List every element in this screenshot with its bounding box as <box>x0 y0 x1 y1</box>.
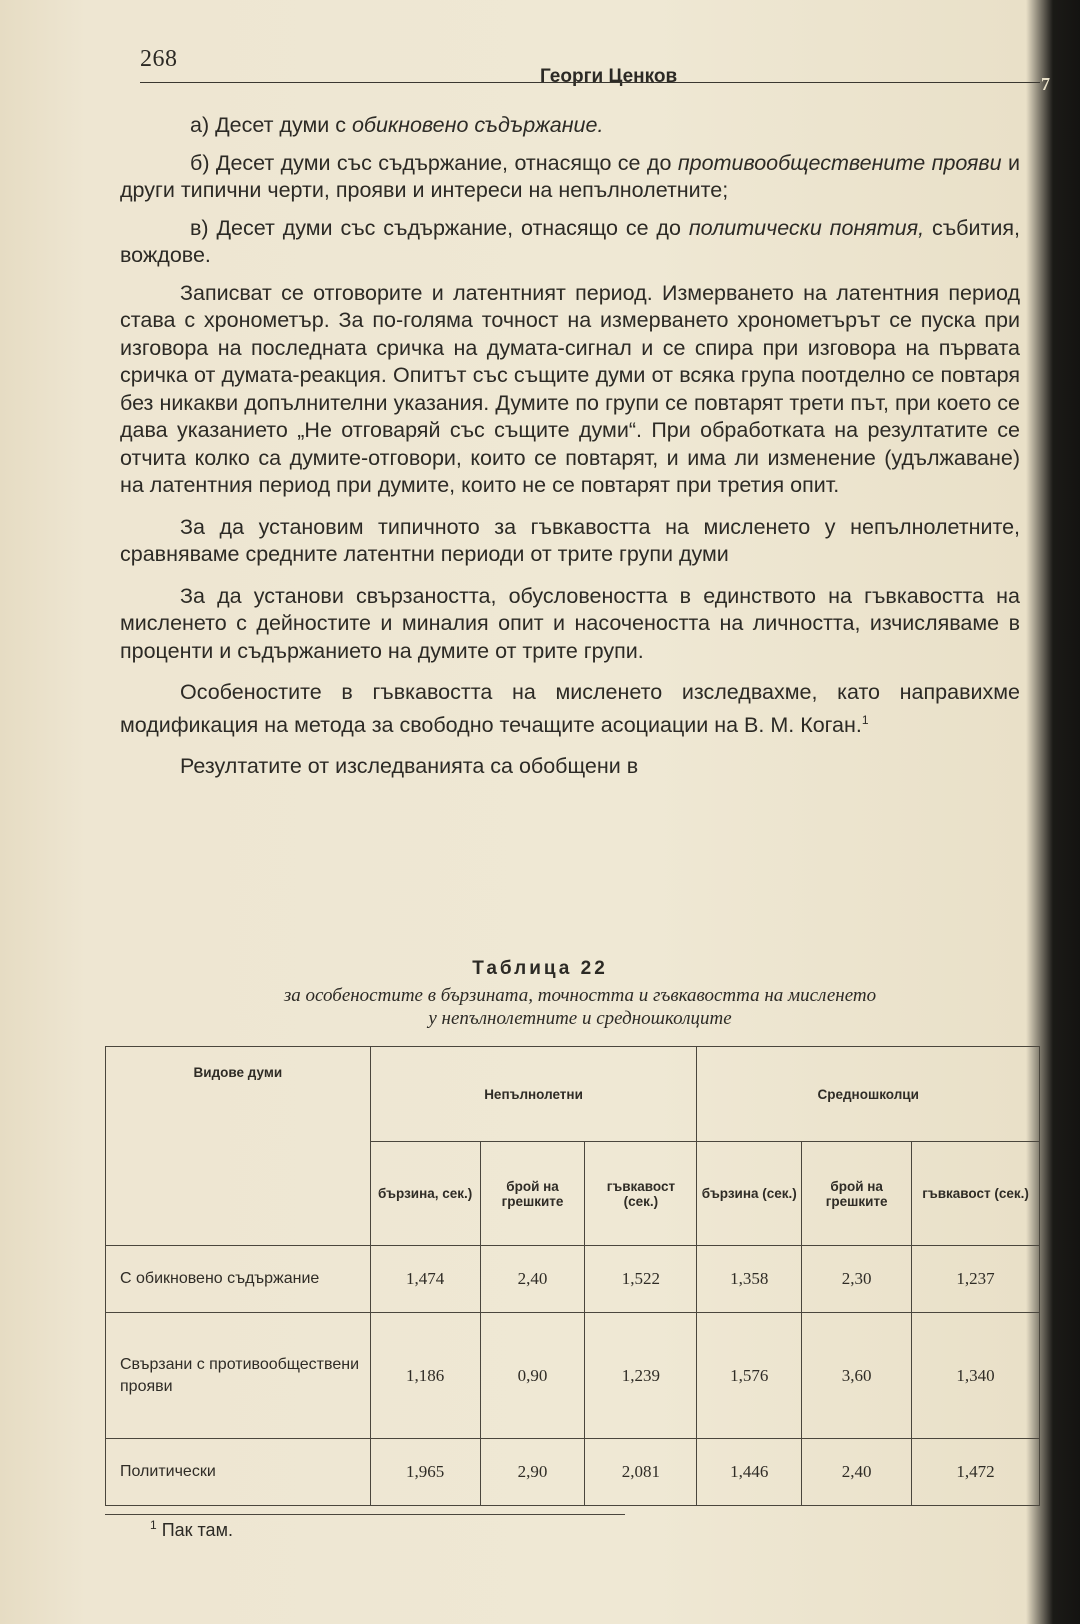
col-header-speed: бързина, сек.) <box>370 1142 480 1246</box>
body-text <box>120 112 1020 795</box>
list-item-b <box>120 150 1020 205</box>
row-label: Свързани с противообществени прояви <box>106 1313 371 1439</box>
col-header-minors: Непълнолетни <box>370 1047 697 1142</box>
col-header-students: Средношколци <box>697 1047 1040 1142</box>
row-label: Политически <box>106 1439 371 1506</box>
table-header-row <box>106 1047 1040 1142</box>
col-header-flexibility: гъвкавост (сек.) <box>912 1142 1040 1246</box>
table-row <box>106 1439 1040 1506</box>
table-cell: 1,186 <box>370 1313 480 1439</box>
list-c-emphasis: политически понятия, <box>688 215 925 240</box>
col-header-errors: брой на грешките <box>802 1142 912 1246</box>
running-title: Георги Ценков <box>540 66 678 87</box>
table-cell: 2,081 <box>585 1439 697 1506</box>
table-cell: 0,90 <box>480 1313 585 1439</box>
footnote-rule <box>105 1514 625 1515</box>
results-table <box>105 1046 1040 1506</box>
row-label: С обикновено съдържание <box>106 1246 371 1313</box>
table-row <box>106 1246 1040 1313</box>
table-title: Таблица 22 <box>472 958 608 979</box>
paragraph-connectedness: За да установи свързаността, обусловеността в единството на гъвкавостта на мисленето с дейностите и миналия опит и насочеността на личността, изчисляваме в проценти и съдържанието на думите от трите групи. <box>120 583 1020 663</box>
list-a-text: а) Десет думи с <box>190 113 352 137</box>
table-cell: 2,40 <box>802 1439 912 1506</box>
table-cell: 2,40 <box>480 1246 585 1313</box>
col-header-flexibility: гъвкавост (сек.) <box>585 1142 697 1246</box>
footnote-marker: 1 <box>150 1518 157 1532</box>
paragraph-features <box>120 679 1020 739</box>
table-cell: 1,237 <box>912 1246 1040 1313</box>
table-cell: 3,60 <box>802 1313 912 1439</box>
col-header-speed: бързина (сек.) <box>697 1142 802 1246</box>
col-header-kind: Видове думи <box>106 1047 371 1246</box>
header-rule <box>140 82 1040 83</box>
table-caption-line-2: у непълнолетните и средношколците <box>428 1008 732 1029</box>
footnote-text: Пак там. <box>156 1520 233 1540</box>
table-cell: 1,340 <box>912 1313 1040 1439</box>
table-cell: 1,576 <box>697 1313 802 1439</box>
table-cell: 2,30 <box>802 1246 912 1313</box>
paragraph-results: Резултатите от изследванията са обобщени в <box>180 754 639 779</box>
table-cell: 1,239 <box>585 1313 697 1439</box>
table-cell: 1,358 <box>697 1246 802 1313</box>
list-b-emphasis: противообществените прояви <box>677 150 1002 175</box>
paragraph-method: Записват се отговорите и латентният период. Измерването на латентния период става с хронометър. За по-голяма точност на измерването хронометърът се пуска при изговора на последната сричка на думата-сигнал и се спира при изговора на първата сричка от думата-реакция. Опитът със същите думи от всяка група поотделно се повтаря без никакви допълнителни указания. Думите по групи се повтарят трети път, при което се дава указанието „Не отговаряй със същите думи“. При обработката на резултатите се отчита колко са думите-отговори, които се повтарят, и има ли изменение (удължаване) на латентния период при думите, които не се повтарят при третия опит. <box>120 280 1020 497</box>
table-caption-line-1: за особеностите в бързината, точността и гъвкавостта на мисленето <box>283 985 877 1006</box>
table-row <box>106 1313 1040 1439</box>
paragraph-typical: За да установим типичното за гъвкавостта на мисленето у непълнолетните, сравняваме средните латентни периоди от трите групи думи <box>120 514 1020 566</box>
list-b-suffix: и други типични черти, прояви и интереси на непълнолетните; <box>120 150 1020 202</box>
edge-mark: 7 <box>1041 74 1050 94</box>
col-header-errors: брой на грешките <box>480 1142 585 1246</box>
page-header <box>140 46 1050 96</box>
paragraph-features-text: Особеностите в гъвкавостта на мисленето изследвахме, като направихме модификация на метода за свободно течащите асоциации на В. М. Коган. <box>120 680 1020 737</box>
footnote <box>150 1518 233 1541</box>
list-b-text: б) Десет думи със съдържание, отнасящо се до <box>190 150 678 175</box>
list-c-suffix: събития, вождове. <box>120 215 1020 267</box>
list-a-emphasis: обикновено съдържание. <box>351 113 604 137</box>
table-cell: 1,522 <box>585 1246 697 1313</box>
table-cell: 1,446 <box>697 1439 802 1506</box>
table-cell: 2,90 <box>480 1439 585 1506</box>
list-item-c <box>120 215 1020 270</box>
table-cell: 1,472 <box>912 1439 1040 1506</box>
table-cell: 1,965 <box>370 1439 480 1506</box>
page-number: 268 <box>140 46 178 72</box>
footnote-ref: 1 <box>861 712 869 727</box>
list-c-text: в) Десет думи със съдържание, отнасящо се до <box>190 215 689 240</box>
list-item-a <box>120 112 1020 140</box>
table-cell: 1,474 <box>370 1246 480 1313</box>
table-caption <box>170 984 990 1030</box>
